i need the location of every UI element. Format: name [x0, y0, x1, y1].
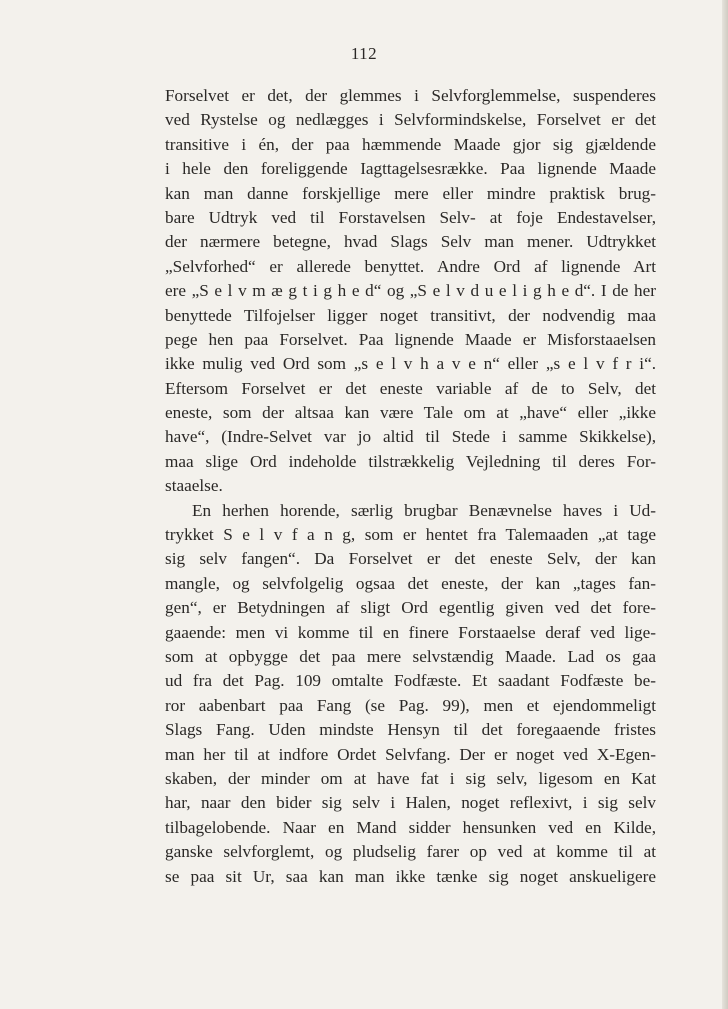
text-line: Eftersom Forselvet er det eneste variable af de to Selv, det — [165, 378, 656, 398]
text-line: mangle, og selvfolgelig ogsaa det eneste, der kan „tages fan- — [165, 573, 656, 593]
text-line: pege hen paa Forselvet. Paa lignende Maade er Misforstaaelsen — [165, 329, 656, 349]
text-line: kan man danne forskjellige mere eller mindre praktisk brug- — [165, 183, 656, 203]
text-line: maa slige Ord indeholde tilstrækkelig Vejledning til deres For- — [165, 451, 656, 471]
text-line: gaaende: men vi komme til en finere Forstaaelse deraf ved lige- — [165, 622, 656, 642]
text-line: gen“, er Betydningen af sligt Ord egentlig given ved det fore- — [165, 598, 656, 618]
text-line: tilbagelobende. Naar en Mand sidder hensunken ved en Kilde, — [165, 817, 656, 837]
text-line: staaelse. — [165, 476, 223, 496]
text-line: ud fra det Pag. 109 omtalte Fodfæste. Et saadant Fodfæste be- — [165, 671, 656, 691]
text-line: har, naar den bider sig selv i Halen, noget reflexivt, i sig selv — [165, 793, 656, 813]
paragraph-1 — [165, 84, 656, 499]
text-line: Forselvet er det, der glemmes i Selvforglemmelse, suspenderes — [165, 86, 656, 105]
text-line: ere „S e l v m æ g t i g h e d“ og „S e l v d u e l i g h e d“. I de her — [165, 281, 656, 301]
text-line: som at opbygge det paa mere selvstændig Maade. Lad os gaa — [165, 646, 656, 666]
text-line: ror aabenbart paa Fang (se Pag. 99), men et ejendommeligt — [165, 695, 656, 715]
body-text — [165, 84, 656, 889]
text-line: En herhen horende, særlig brugbar Benævnelse haves i Ud- — [192, 500, 656, 520]
text-line: bare Udtryk ved til Forstavelsen Selv- at foje Endestavelser, — [165, 207, 656, 227]
text-line: i hele den foreliggende Iagttagelsesrække. Paa lignende Maade — [165, 159, 656, 179]
text-line: sig selv fangen“. Da Forselvet er det eneste Selv, der kan — [165, 549, 656, 569]
paragraph-2 — [165, 499, 656, 889]
text-line: se paa sit Ur, saa kan man ikke tænke sig noget anskueligere — [165, 866, 656, 886]
text-line: „Selvforhed“ er allerede benyttet. Andre Ord af lignende Art — [165, 256, 656, 276]
text-line: benyttede Tilfojelser ligger noget transitivt, der nodvendig maa — [165, 305, 656, 325]
page-edge — [722, 0, 728, 1009]
text-line: eneste, som der altsaa kan være Tale om at „have“ eller „ikke — [165, 403, 656, 423]
text-line: transitive i én, der paa hæmmende Maade gjor sig gjældende — [165, 134, 656, 154]
text-line: ganske selvforglemt, og pludselig farer op ved at komme til at — [165, 842, 656, 862]
text-line: ikke mulig ved Ord som „s e l v h a v e n“ eller „s e l v f r i“. — [165, 354, 656, 374]
text-line: trykket S e l v f a n g, som er hentet fra Talemaaden „at tage — [165, 525, 656, 545]
text-line: Slags Fang. Uden mindste Hensyn til det foregaaende fristes — [165, 720, 656, 740]
text-line: man her til at indfore Ordet Selvfang. Der er noget ved X-Egen- — [165, 744, 656, 764]
text-line: skaben, der minder om at have fat i sig selv, ligesom en Kat — [165, 768, 656, 788]
text-line: ved Rystelse og nedlægges i Selvformindskelse, Forselvet er det — [165, 110, 656, 130]
text-line: have“, (Indre-Selvet var jo altid til Stede i samme Skikkelse), — [165, 427, 656, 447]
page-number: 112 — [350, 44, 378, 63]
text-line: der nærmere betegne, hvad Slags Selv man mener. Udtrykket — [165, 232, 656, 252]
